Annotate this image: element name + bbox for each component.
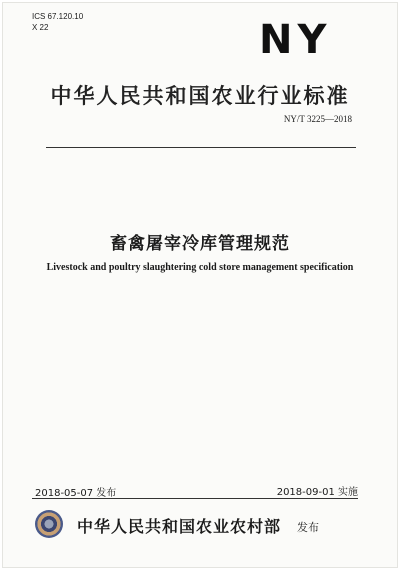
bottom-divider [32,498,358,499]
standard-number: NY/T 3225—2018 [283,114,352,124]
ccs-code: X 22 [32,23,49,32]
ministry-seal-icon [35,510,63,538]
issue-date: 2018-05-07 发布 [35,488,117,499]
standard-logo: NY [259,17,332,63]
effective-date: 2018-09-01 实施 [276,487,358,498]
classification-codes [32,11,83,33]
issuer-suffix: 发布 [297,521,319,534]
document-title-cn: 畜禽屠宰冷库管理规范 [110,234,290,254]
document-title-en: Livestock and poultry slaughtering cold store management specification [46,262,354,273]
cover-page [2,2,398,568]
top-divider [46,147,356,148]
issuer-name: 中华人民共和国农业农村部 [77,517,282,536]
ics-code: ICS 67.120.10 [32,12,84,21]
standard-category-title: 中华人民共和国农业行业标准 [50,84,350,108]
